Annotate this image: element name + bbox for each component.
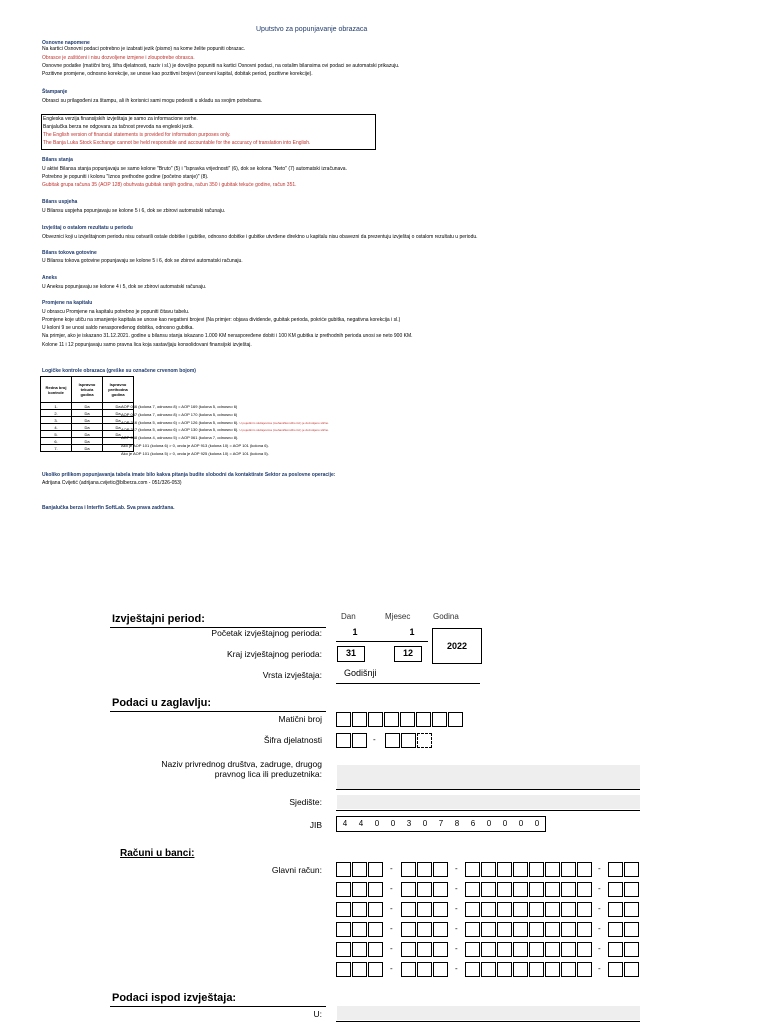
text-line-warning: Obrasce je zaštićeni i nisu dozvoljene izmjene i zloupotrebe obrasca. xyxy=(42,55,195,61)
cell-previous: Da xyxy=(103,403,134,410)
sifra-cell[interactable] xyxy=(336,733,351,748)
account-separator: - xyxy=(390,944,393,953)
account-digit-cell[interactable] xyxy=(497,882,512,897)
account-digit-cell[interactable] xyxy=(561,922,576,937)
jib-digit: 0 xyxy=(422,819,428,828)
col-day-label: Dan xyxy=(341,612,356,621)
end-month-field[interactable] xyxy=(394,646,422,662)
account-digit-cell[interactable] xyxy=(481,862,496,877)
account-digit-cell[interactable] xyxy=(624,902,639,917)
account-digit-cell[interactable] xyxy=(352,882,367,897)
mb-cell[interactable] xyxy=(352,712,367,727)
account-separator: - xyxy=(455,964,458,973)
account-digit-cell[interactable] xyxy=(513,962,528,977)
text-line: U aktivi Bilansa stanja popunjavaju se samo kolone "Bruto" (5) i "Ispravka vrijednosti" (6), dok se kolona "Neto" (7) automatski izračunava. xyxy=(42,166,347,172)
text-line: U Bilansu tokova gotovine popunjavaju se kolone 5 i 6, dok se zbirovi automatski računaju. xyxy=(42,258,243,264)
table-row xyxy=(41,424,134,431)
account-digit-cell[interactable] xyxy=(368,962,383,977)
u-field[interactable] xyxy=(337,1006,640,1020)
text-line-warning: Gubitak grupa računa 35 (AOP 128) obuhvata gubitak ranijih godina, račun 350 i gubitak tekuće godine, račun 351. xyxy=(42,182,297,188)
start-day-field[interactable]: 1 xyxy=(352,627,358,637)
cell-previous: Da xyxy=(103,410,134,417)
account-digit-cell[interactable] xyxy=(608,882,623,897)
notice-line: Banjalučka berza ne odgovara za tačnost prevoda na engleski jezik. xyxy=(43,124,194,130)
account-digit-cell[interactable] xyxy=(513,922,528,937)
cell-previous: Da xyxy=(103,424,134,431)
account-separator: - xyxy=(455,904,458,913)
section-heading: Izvještaj o ostalom rezultatu u periodu xyxy=(42,225,133,231)
text-line: Potrebno je popuniti i kolonu "Iznos prethodne godine (početno stanje)" (8). xyxy=(42,174,209,180)
cell-number: 3. xyxy=(41,417,72,424)
account-digit-cell[interactable] xyxy=(433,902,448,917)
jib-digit: 4 xyxy=(342,819,348,828)
start-label: Početak izvještajnog perioda: xyxy=(211,628,322,638)
end-month-value: 12 xyxy=(402,648,413,658)
control-description: AOP 067 (kolona 7, odnosno 8) = AOP 170 (kolona 5, odnosno 6) xyxy=(121,411,238,417)
account-digit-cell[interactable] xyxy=(417,882,432,897)
jib-digit: 8 xyxy=(454,819,460,828)
sjediste-underline xyxy=(336,810,640,811)
account-separator: - xyxy=(598,964,601,973)
account-digit-cell[interactable] xyxy=(608,902,623,917)
account-digit-cell[interactable] xyxy=(545,922,560,937)
account-digit-cell[interactable] xyxy=(417,962,432,977)
sifra-cell-optional[interactable] xyxy=(417,733,432,748)
account-separator: - xyxy=(598,904,601,913)
table-row xyxy=(41,417,134,424)
contact-line: Adrijana Cvijetić (adrijana.cvijetic@blberza.com - 051/326-053) xyxy=(42,480,182,486)
jib-digit: 0 xyxy=(502,819,508,828)
account-digit-cell[interactable] xyxy=(352,942,367,957)
account-digit-cell[interactable] xyxy=(545,862,560,877)
account-digit-cell[interactable] xyxy=(401,922,416,937)
account-separator: - xyxy=(455,924,458,933)
dash: - xyxy=(373,735,376,744)
section-heading: Promjene na kapitalu xyxy=(42,300,93,306)
end-label: Kraj izvještajnog perioda: xyxy=(227,649,322,659)
account-digit-cell[interactable] xyxy=(417,902,432,917)
sifra-cell[interactable] xyxy=(385,733,400,748)
jib-digit: 4 xyxy=(358,819,364,828)
account-digit-cell[interactable] xyxy=(577,962,592,977)
header-heading: Podaci u zaglavlju: xyxy=(112,697,212,709)
end-day-value: 31 xyxy=(345,648,356,658)
sifra-label: Šifra djelatnosti xyxy=(263,735,322,745)
account-digit-cell[interactable] xyxy=(336,862,351,877)
account-digit-cell[interactable] xyxy=(368,862,383,877)
account-digit-cell[interactable] xyxy=(529,962,544,977)
account-digit-cell[interactable] xyxy=(561,902,576,917)
account-digit-cell[interactable] xyxy=(561,942,576,957)
col-header: Redna broj kontrole xyxy=(41,377,72,403)
main-account-label: Glavni račun: xyxy=(271,865,322,875)
table-row xyxy=(41,438,134,445)
sifra-cell[interactable] xyxy=(352,733,367,748)
start-underline xyxy=(336,641,428,642)
start-month-field[interactable]: 1 xyxy=(409,627,415,637)
cell-number: 6. xyxy=(41,438,72,445)
account-separator: - xyxy=(455,944,458,953)
account-digit-cell[interactable] xyxy=(608,962,623,977)
sifra-cell[interactable] xyxy=(401,733,416,748)
end-day-field[interactable] xyxy=(337,646,365,662)
cell-current: Da xyxy=(72,438,103,445)
period-heading: Izvještajni period: xyxy=(112,613,205,625)
account-digit-cell[interactable] xyxy=(352,922,367,937)
naziv-underline xyxy=(336,789,640,790)
sjediste-field[interactable] xyxy=(337,795,640,809)
account-digit-cell[interactable] xyxy=(545,962,560,977)
mb-label: Matični broj xyxy=(278,714,322,724)
jib-digit: 0 xyxy=(390,819,396,828)
account-digit-cell[interactable] xyxy=(401,882,416,897)
text-line: Na primjer, ako je iskazano 31.12.2021. godine u bilansu stanja iskazano 1.000 KM neraspoređene dobiti i 100 KM gubitka iz prethodnih perioda unosi se neto 900 KM. xyxy=(42,333,413,339)
account-separator: - xyxy=(455,864,458,873)
cell-previous: Da xyxy=(103,431,134,438)
control-description: AOP 066 (kolona 7, odnosno 8) = AOP 169 (kolona 5, odnosno 6) xyxy=(121,404,238,409)
account-digit-cell[interactable] xyxy=(465,882,480,897)
account-digit-cell[interactable] xyxy=(624,922,639,937)
jib-digit: 3 xyxy=(406,819,412,828)
account-digit-cell[interactable] xyxy=(624,862,639,877)
cell-previous: Da xyxy=(103,417,134,424)
jib-field[interactable] xyxy=(336,816,546,832)
mb-cell[interactable] xyxy=(336,712,351,727)
notice-box xyxy=(41,114,376,150)
col-header: Ispravno tekuća godina xyxy=(72,377,103,403)
account-digit-cell[interactable] xyxy=(417,942,432,957)
account-digit-cell[interactable] xyxy=(433,922,448,937)
account-digit-cell[interactable] xyxy=(336,882,351,897)
jib-digit: 0 xyxy=(374,819,380,828)
jib-digit: 7 xyxy=(438,819,444,828)
text-line: Obrasci su prilagođeni za štampu, ali ih korisnici sami mogu podesiti u skladu sa svojim potrebama. xyxy=(42,98,263,104)
account-digit-cell[interactable] xyxy=(497,922,512,937)
table-row xyxy=(41,431,134,438)
year-value: 2022 xyxy=(446,641,468,651)
cell-current: Da xyxy=(72,417,103,424)
account-digit-cell[interactable] xyxy=(465,862,480,877)
cell-number: 4. xyxy=(41,424,72,431)
account-digit-cell[interactable] xyxy=(352,962,367,977)
text-line: Pozitivne promjene, odnosno korekcije, se unose kao pozitivni brojevi (osnovni kapital, dobitak period, pozitivne korekcije). xyxy=(42,71,313,77)
u-label: U: xyxy=(313,1009,322,1019)
cell-current: Da xyxy=(72,424,103,431)
account-digit-cell[interactable] xyxy=(401,902,416,917)
cell-number: 7. xyxy=(41,445,72,452)
mb-cell[interactable] xyxy=(384,712,399,727)
account-digit-cell[interactable] xyxy=(608,862,623,877)
control-description: Ako je AOP 101 (kolona 5) > 0, onda je AOP 925 (kolona 10) = AOP 101 (kolona 5). xyxy=(121,450,269,456)
account-digit-cell[interactable] xyxy=(465,922,480,937)
account-digit-cell[interactable] xyxy=(401,862,416,877)
jib-digit: 0 xyxy=(486,819,492,828)
jib-digit: 0 xyxy=(518,819,524,828)
account-digit-cell[interactable] xyxy=(608,942,623,957)
cell-number: 2. xyxy=(41,410,72,417)
control-description: AOP 317 (kolona 5, odnosno 6) = AOP 130 (kolona 5, odnosno 6). U pojedinim slučajevima (mehaničkom/dio itd.) je dozvoljeno slično. xyxy=(121,427,330,433)
account-digit-cell[interactable] xyxy=(417,862,432,877)
account-digit-cell[interactable] xyxy=(497,942,512,957)
controls-table-header xyxy=(41,377,134,403)
cell-current: Da xyxy=(72,431,103,438)
account-digit-cell[interactable] xyxy=(577,942,592,957)
naziv-label-2: pravnog lica ili preduzetnika: xyxy=(214,769,322,779)
jib-digit: 6 xyxy=(470,819,476,828)
section-heading: Aneks xyxy=(42,275,58,281)
account-digit-cell[interactable] xyxy=(577,862,592,877)
control-note: U pojedinim slučajevima (mehaničkom/dio itd.) je dozvoljeno slično. xyxy=(239,420,330,425)
account-digit-cell[interactable] xyxy=(336,902,351,917)
account-digit-cell[interactable] xyxy=(465,902,480,917)
account-digit-cell[interactable] xyxy=(433,942,448,957)
account-digit-cell[interactable] xyxy=(529,922,544,937)
account-digit-cell[interactable] xyxy=(577,882,592,897)
account-digit-cell[interactable] xyxy=(433,862,448,877)
account-digit-cell[interactable] xyxy=(529,882,544,897)
section-heading: Bilans stanja xyxy=(42,157,73,163)
bank-heading: Računi u banci: xyxy=(120,848,195,859)
controls-table xyxy=(40,376,134,452)
text-line: U obrascu Promjene na kapitalu potrebno je popuniti čitavu tabelu. xyxy=(42,309,190,315)
account-digit-cell[interactable] xyxy=(352,862,367,877)
mb-cell[interactable] xyxy=(448,712,463,727)
account-digit-cell[interactable] xyxy=(513,902,528,917)
account-digit-cell[interactable] xyxy=(481,922,496,937)
text-line: U koloni 9 se unosi saldo neraspoređenog dobitka, odnosno gubitka. xyxy=(42,325,194,331)
type-underline xyxy=(336,683,480,684)
jib-digit: 0 xyxy=(534,819,540,828)
footer-text: Banjalučka berza i Interfin SoftLab. Sva prava zadržana. xyxy=(42,505,175,511)
account-digit-cell[interactable] xyxy=(401,962,416,977)
sjediste-label: Sjedište: xyxy=(289,797,322,807)
account-separator: - xyxy=(390,864,393,873)
year-field[interactable] xyxy=(432,628,482,664)
account-separator: - xyxy=(390,964,393,973)
account-digit-cell[interactable] xyxy=(352,902,367,917)
mb-cell[interactable] xyxy=(368,712,383,727)
col-header: Ispravno prethodna godina xyxy=(103,377,134,403)
controls-descriptions xyxy=(121,404,329,459)
section-heading: Bilans tokova gotovine xyxy=(42,250,97,256)
section-heading: Osnovne napomene xyxy=(42,40,90,46)
table-row xyxy=(41,410,134,417)
account-digit-cell[interactable] xyxy=(545,902,560,917)
account-digit-cell[interactable] xyxy=(624,962,639,977)
table-row xyxy=(41,445,134,452)
contact-heading: Ukoliko prilikom popunjavanja tabela imate bilo kakva pitanja budite slobodni da kontaktirate Sektor za poslovne operacije: xyxy=(42,472,336,478)
mb-cell[interactable] xyxy=(416,712,431,727)
account-digit-cell[interactable] xyxy=(368,882,383,897)
account-digit-cell[interactable] xyxy=(481,882,496,897)
account-digit-cell[interactable] xyxy=(561,882,576,897)
account-digit-cell[interactable] xyxy=(401,942,416,957)
account-digit-cell[interactable] xyxy=(336,942,351,957)
account-separator: - xyxy=(598,884,601,893)
account-digit-cell[interactable] xyxy=(481,902,496,917)
col-year-label: Godina xyxy=(433,612,459,621)
control-description: Ako je AOP 101 (kolona 6) > 0, onda je AOP 913 (kolona 10) = AOP 101 (kolona 6). xyxy=(121,442,269,448)
section-heading: Štampanje xyxy=(42,89,68,95)
naziv-label-1: Naziv privrednog društva, zadruge, drugog xyxy=(161,759,322,769)
text-line: Kolone 11 i 12 popunjavaju samo pravna lica koja sastavljaju konsolidovani finansijski izvještaj. xyxy=(42,342,252,348)
cell-current: Da xyxy=(72,403,103,410)
account-separator: - xyxy=(390,884,393,893)
control-description: AOP 568 (kolona 4, odnosno 5) = AOP 061 (kolona 7, odnosno 8). xyxy=(121,435,239,441)
cell-current: Da xyxy=(72,410,103,417)
account-separator: - xyxy=(598,924,601,933)
account-digit-cell[interactable] xyxy=(624,942,639,957)
account-digit-cell[interactable] xyxy=(529,942,544,957)
account-digit-cell[interactable] xyxy=(417,922,432,937)
divider xyxy=(110,1006,326,1007)
text-line: Na kartici Osnovni podaci potrebno je izabrati jezik (pismo) na kome želite popuniti obrazac. xyxy=(42,46,246,52)
account-digit-cell[interactable] xyxy=(368,942,383,957)
controls-heading: Logičke kontrole obrazaca (greške su označene crvenom bojom) xyxy=(42,368,196,374)
account-separator: - xyxy=(390,904,393,913)
cell-number: 5. xyxy=(41,431,72,438)
naziv-field[interactable] xyxy=(337,765,640,789)
account-digit-cell[interactable] xyxy=(465,962,480,977)
account-digit-cell[interactable] xyxy=(513,882,528,897)
control-description: AOP 316 (kolona 5, odnosno 6) = AOP 126 (kolona 5, odnosno 6). U pojedinim slučajevima (mehaničkom/dio itd.) je dozvoljeno slično. xyxy=(121,419,330,425)
account-digit-cell[interactable] xyxy=(433,962,448,977)
account-digit-cell[interactable] xyxy=(465,942,480,957)
type-label: Vrsta izvještaja: xyxy=(262,670,322,680)
cell-current: Da xyxy=(72,445,103,452)
account-separator: - xyxy=(455,884,458,893)
notice-line: The English version of financial statements is provided for information purposes only. xyxy=(43,132,231,138)
text-line: Osnovne podatke (matični broj, šifra djelatnosti, naziv i sl.) je dovoljno popuniti na kartici Osnovni podaci, na ostalim bilansima ovi podaci se automatski prikazuju. xyxy=(42,63,400,69)
account-digit-cell[interactable] xyxy=(545,942,560,957)
account-digit-cell[interactable] xyxy=(624,882,639,897)
notice-line: Engleska verzija finansijskih izvještaja je samo za informacione svrhe. xyxy=(43,116,198,122)
account-digit-cell[interactable] xyxy=(545,882,560,897)
mb-cell[interactable] xyxy=(400,712,415,727)
text-line: U Aneksu popunjavaju se kolone 4 i 5, dok se zbirovi automatski računaju. xyxy=(42,284,207,290)
jib-label: JIB xyxy=(309,820,322,830)
account-digit-cell[interactable] xyxy=(608,922,623,937)
page-title: Uputstvo za popunjavanje obrazaca xyxy=(256,26,368,33)
account-digit-cell[interactable] xyxy=(561,962,576,977)
section-heading: Bilans uspjeha xyxy=(42,199,78,205)
col-month-label: Mjesec xyxy=(385,612,411,621)
type-field[interactable]: Godišnji xyxy=(344,668,377,678)
account-digit-cell[interactable] xyxy=(481,942,496,957)
cell-number: 1. xyxy=(41,403,72,410)
table-row xyxy=(41,403,134,410)
account-separator: - xyxy=(390,924,393,933)
account-separator: - xyxy=(598,864,601,873)
account-digit-cell[interactable] xyxy=(577,922,592,937)
account-digit-cell[interactable] xyxy=(497,962,512,977)
account-digit-cell[interactable] xyxy=(561,862,576,877)
bottom-heading: Podaci ispod izvještaja: xyxy=(112,992,237,1004)
notice-line: The Banja Luka Stock Exchange cannot be held responsible and accountable for the accuracy of translation into English. xyxy=(43,140,311,146)
account-digit-cell[interactable] xyxy=(433,882,448,897)
text-line: Promjene koje utiču na smanjenje kapitala se unose kao negativni brojevi (Na primjer: objava dividende, gubitak perioda, pokriće gubitka, negativna korekcija i sl.) xyxy=(42,317,401,323)
account-digit-cell[interactable] xyxy=(529,862,544,877)
text-line: U Bilansu uspjeha popunjavaju se kolone 5 i 6, dok se zbirovi automatski računaju. xyxy=(42,208,226,214)
account-digit-cell[interactable] xyxy=(368,922,383,937)
mb-cell[interactable] xyxy=(432,712,447,727)
account-digit-cell[interactable] xyxy=(368,902,383,917)
divider xyxy=(110,711,326,712)
account-digit-cell[interactable] xyxy=(529,902,544,917)
account-separator: - xyxy=(598,944,601,953)
u-underline xyxy=(336,1021,640,1022)
account-digit-cell[interactable] xyxy=(336,922,351,937)
control-note: U pojedinim slučajevima (mehaničkom/dio itd.) je dozvoljeno slično. xyxy=(239,428,330,433)
account-digit-cell[interactable] xyxy=(497,902,512,917)
account-digit-cell[interactable] xyxy=(513,862,528,877)
account-digit-cell[interactable] xyxy=(513,942,528,957)
account-digit-cell[interactable] xyxy=(577,902,592,917)
account-digit-cell[interactable] xyxy=(336,962,351,977)
text-line: Obveznici koji u izvještajnom periodu nisu ostvarili ostale dobitke i gubitke, odnosno dobitke i gubitke utvrđene direktno u kapitalu nisu obavezni da prezentuju izvještaj o ostalom rezultatu u periodu. xyxy=(42,234,478,240)
account-digit-cell[interactable] xyxy=(481,962,496,977)
account-digit-cell[interactable] xyxy=(497,862,512,877)
